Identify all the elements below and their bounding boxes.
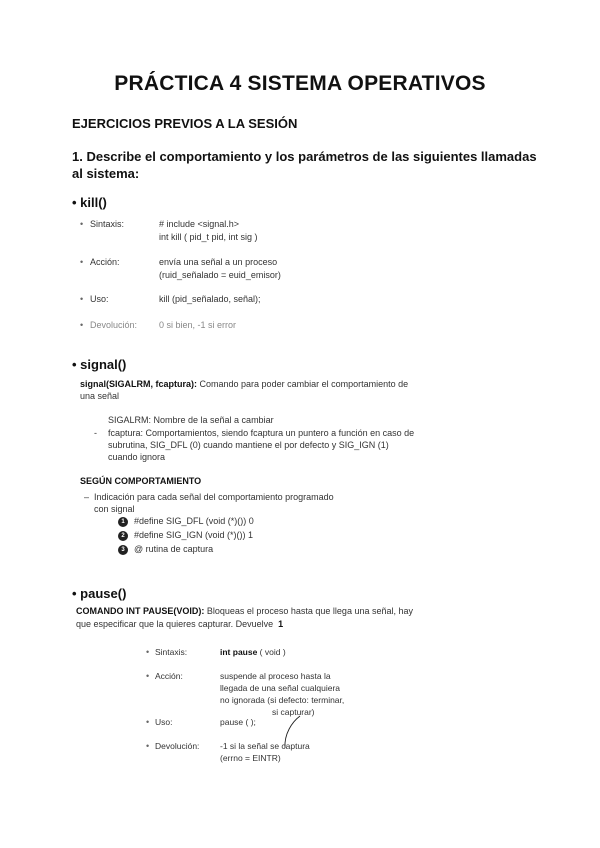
kill-syntax-value: int kill ( pid_t pid, int sig ) <box>159 232 258 242</box>
kill-action-label: Acción: <box>90 257 120 267</box>
section-subtitle: EJERCICIOS PREVIOS A LA SESIÓN <box>72 116 298 131</box>
pause-intro-bold: COMANDO INT PAUSE(VOID): <box>76 606 205 616</box>
pause-return-value: (errno = EINTR) <box>220 753 281 763</box>
pause-return-label: Devolución: <box>155 741 200 751</box>
pause-action-label: Acción: <box>155 671 183 681</box>
bullet-icon: • <box>146 647 150 657</box>
bullet-icon: • <box>146 717 150 727</box>
pause-intro-line2: que especificar que la quieres capturar. Devuelve 1 <box>76 619 284 629</box>
bullet-icon: • <box>80 320 84 330</box>
kill-return-label: Devolución: <box>90 320 138 330</box>
signal-indication: con signal <box>94 504 135 514</box>
signal-indication: Indicación para cada señal del comportamiento programado <box>94 492 334 502</box>
pause-return-count: 1 <box>278 619 284 629</box>
pause-use-label: Uso: <box>155 717 173 727</box>
pause-action-value: no ignorada (si defecto: terminar, <box>220 695 345 705</box>
number-badge-icon: 2 <box>118 531 128 541</box>
pause-action-value: si capturar) <box>272 707 315 717</box>
pause-heading: • pause() <box>72 586 127 601</box>
kill-use-label: Uso: <box>90 294 109 304</box>
kill-action-value: (ruid_señalado = euid_emisor) <box>159 270 281 280</box>
number-badge-icon: 3 <box>118 545 128 555</box>
signal-option: 1 #define SIG_DFL (void (*)()) 0 <box>118 516 254 527</box>
signal-option: 2 #define SIG_IGN (void (*)()) 1 <box>118 530 253 541</box>
signal-intro-text: Comando para poder cambiar el comportamiento de <box>197 379 409 389</box>
page-title: PRÁCTICA 4 SISTEMA OPERATIVOS <box>114 72 486 95</box>
pause-action-value: llegada de una señal cualquiera <box>220 683 341 693</box>
signal-option: 3 @ rutina de captura <box>118 544 213 555</box>
kill-use-value: kill (pid_señalado, señal); <box>159 294 261 304</box>
pause-syntax-label: Sintaxis: <box>155 647 188 657</box>
bullet-icon: • <box>80 294 84 304</box>
kill-return-value: 0 si bien, -1 si error <box>159 320 237 330</box>
pause-return-value: -1 si la señal se captura <box>220 741 310 751</box>
bullet-icon: • <box>146 671 150 681</box>
signal-heading: • signal() <box>72 357 127 372</box>
pause-syntax-value: int pause ( void ) <box>220 647 286 657</box>
signal-intro-line2: una señal <box>80 391 120 401</box>
signal-param-sigalrm: SIGALRM: Nombre de la señal a cambiar <box>108 415 274 425</box>
kill-syntax-label: Sintaxis: <box>90 219 125 229</box>
number-badge-icon: 1 <box>118 517 128 527</box>
signal-subheading: SEGÚN COMPORTAMIENTO <box>80 476 202 486</box>
kill-heading: • kill() <box>72 195 107 210</box>
signal-param-fcaptura: cuando ignora <box>108 452 166 462</box>
pause-use-value: pause ( ); <box>220 717 256 727</box>
bullet-icon: • <box>80 219 84 229</box>
bullet-icon: • <box>146 741 150 751</box>
kill-action-value: envía una señal a un proceso <box>159 257 278 267</box>
pause-action-value: suspende al proceso hasta la <box>220 671 331 681</box>
signal-param-fcaptura: subrutina, SIG_DFL (0) cuando mantiene el por defecto y SIG_IGN (1) <box>108 440 389 450</box>
dash-icon: - <box>94 428 97 438</box>
question-text: 1. Describe el comportamiento y los parámetros de las siguientes llamadas al sistema: <box>72 149 537 181</box>
bullet-icon: • <box>80 257 84 267</box>
signal-intro-bold: signal(SIGALRM, fcaptura): <box>80 379 198 389</box>
signal-param-fcaptura: fcaptura: Comportamientos, siendo fcaptura un puntero a función en caso de <box>108 428 415 438</box>
pause-intro-text: Bloqueas el proceso hasta que llega una señal, hay <box>204 606 413 616</box>
kill-syntax-value: # include <signal.h> <box>159 219 240 229</box>
dash-icon: – <box>84 492 90 502</box>
